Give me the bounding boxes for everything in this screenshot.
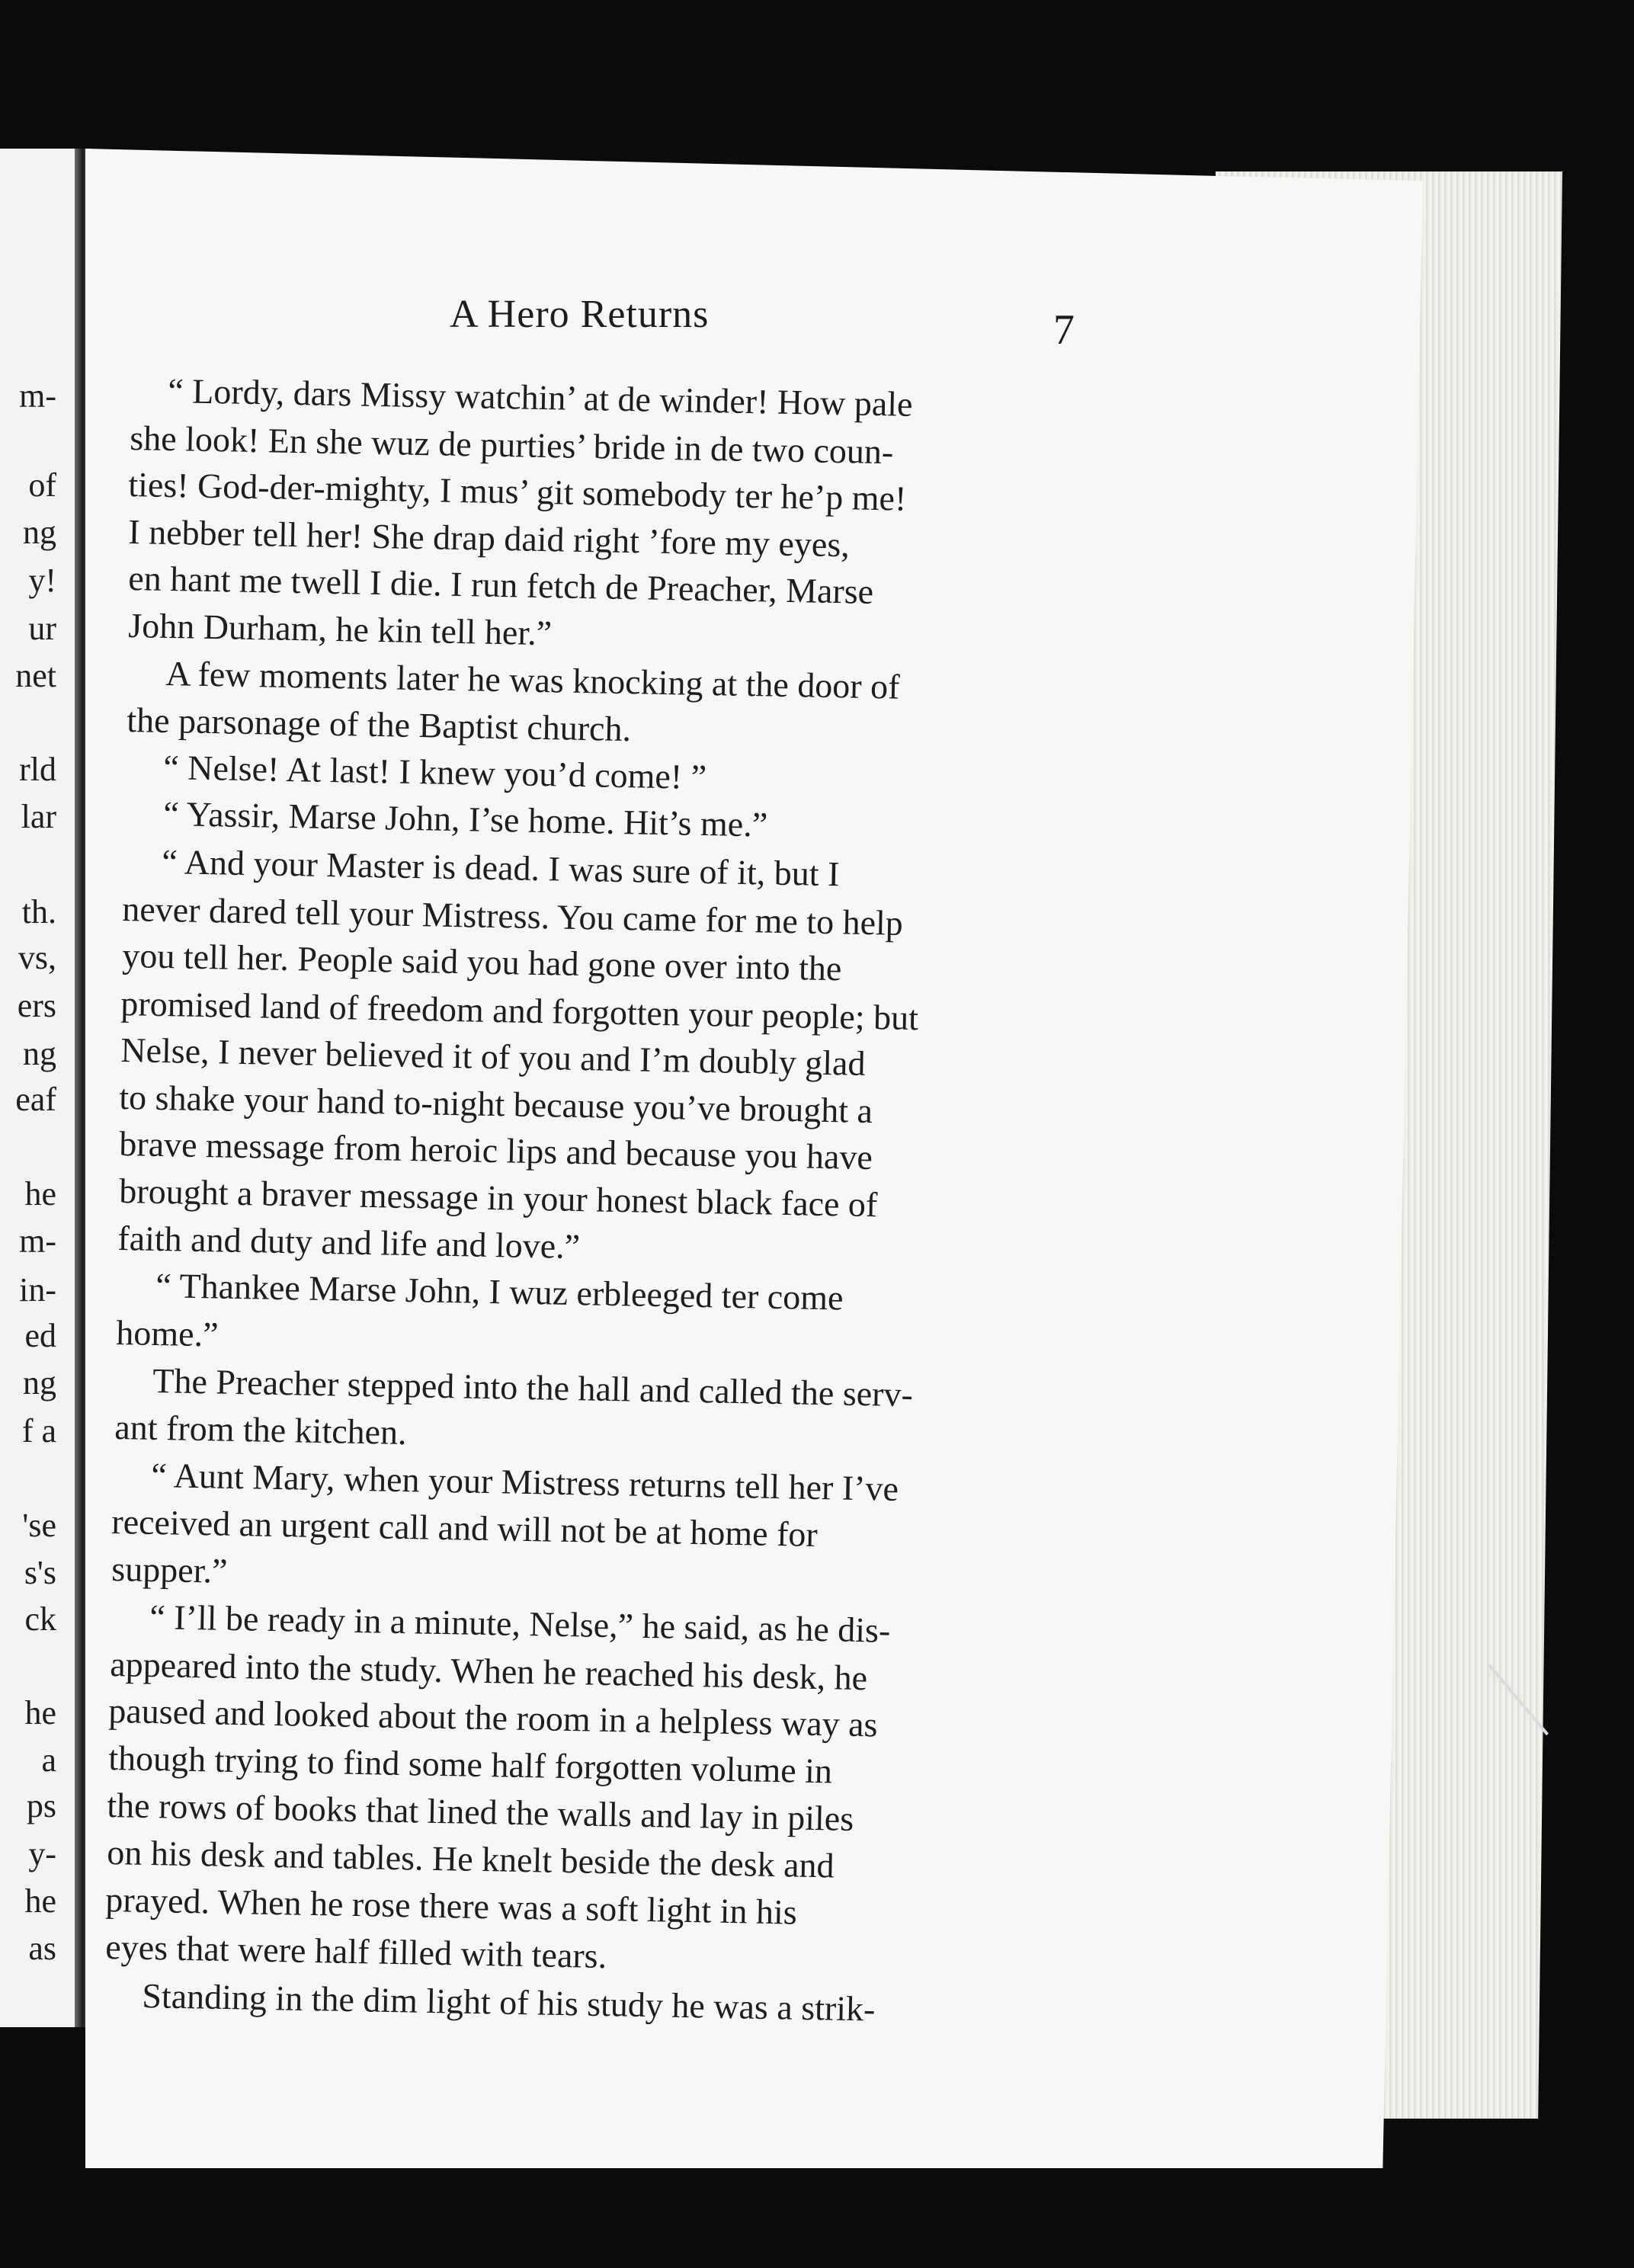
text-line: on his desk and tables. He knelt beside the desk and [106,1833,835,1885]
facing-page-fragment: ng [23,1035,56,1072]
text-line: “ And your Master is dead. I was sure of it, but I [161,842,840,894]
facing-page-fragment: s's [24,1554,56,1591]
facing-page-fragment: in- [19,1271,56,1309]
facing-page-fragment: m- [19,1222,56,1260]
text-line: appeared into the study. When he reached his desk, he [109,1645,868,1698]
facing-page-fragment: f a [21,1412,56,1450]
facing-page-fragment: m- [19,377,56,415]
facing-page-fragment: y- [28,1835,56,1872]
facing-page-fragment: as [28,1930,56,1967]
text-line: the parsonage of the Baptist church. [126,700,632,749]
facing-page-fragment: he [24,1694,56,1731]
text-line: “ Lordy, dars Missy watchin’ at de winder! How pale [167,371,913,424]
text-line: ties! God-der-mighty, I mus’ git somebody ter he’p me! [127,465,907,518]
text-line: paused and looked about the room in a helpless way as [107,1691,878,1744]
facing-page-fragment: ck [24,1600,56,1638]
text-line: “ Thankee Marse John, I wuz erbleeged ter come [155,1266,844,1318]
text-line: “ I’ll be ready in a minute, Nelse,” he said, as he dis- [149,1597,891,1650]
page-number: 7 [1053,306,1075,354]
facing-page-fragment: he [24,1175,56,1212]
facing-page-fragment: ed [24,1317,56,1354]
text-line: faith and duty and life and love.” [117,1219,581,1267]
text-line: brave message from heroic lips and because you have [118,1124,873,1177]
text-line: you tell her. People said you had gone over into the [121,936,842,988]
text-line: John Durham, he kin tell her.” [127,606,553,653]
text-line: The Preacher stepped into the hall and called the serv- [152,1361,914,1414]
facing-page-fragment: th. [21,893,56,931]
facing-page-fragment: of [28,466,56,504]
facing-page-fragment: ng [23,514,56,551]
text-line: to shake your hand to-night because you’ve brought a [118,1078,873,1131]
text-line: Nelse, I never believed it of you and I’m doubly glad [120,1030,866,1083]
text-line: supper.” [111,1549,228,1590]
facing-page-fragment: y! [28,562,56,599]
text-line: never dared tell your Mistress. You came for me to help [121,889,904,943]
text-line: I nebber tell her! She drap daid right ’fore my eyes, [127,512,851,565]
text-line: ant from the kitchen. [114,1408,408,1453]
text-line: “ Yassir, Marse John, I’se home. Hit’s me.” [162,794,768,844]
facing-page-fragment: net [15,657,56,694]
facing-page-fragment: eaf [15,1081,56,1118]
facing-page-fragment: rld [19,751,56,788]
text-line: she look! En she wuz de purties’ bride in de two coun- [129,418,894,472]
text-line: prayed. When he rose there was a soft light in his [104,1880,798,1932]
text-line: the rows of books that lined the walls and lay in piles [106,1786,854,1838]
text-line: A few moments later he was knocking at the door of [165,654,900,706]
text-line: received an urgent call and will not be at home for [111,1502,819,1554]
running-title: A Hero Returns [450,293,710,336]
text-line: en hant me twell I die. I run fetch de Preacher, Marse [127,559,874,611]
text-line: “ Nelse! At last! I knew you’d come! ” [162,748,707,797]
facing-page-fragment: lar [21,798,56,835]
facing-page-fragment: a [41,1741,56,1779]
facing-page-fragment: ur [28,610,56,647]
text-line: home.” [115,1313,219,1354]
facing-page-fragment: vs, [18,939,56,976]
facing-page-fragment: ers [17,987,56,1024]
facing-page-fragment: he [24,1882,56,1920]
text-line: eyes that were half filled with tears. [104,1927,607,1976]
text-line: promised land of freedom and forgotten your people; but [120,984,919,1038]
text-line: Standing in the dim light of his study he was a strik- [141,1976,876,2029]
text-line: though trying to find some half forgotten volume in [107,1738,833,1791]
text-line: “ Aunt Mary, when your Mistress returns tell her I’ve [150,1456,899,1508]
facing-page-fragment: ps [26,1787,56,1824]
facing-page-fragment: 'se [22,1507,56,1544]
text-line: brought a braver message in your honest black face of [118,1171,878,1225]
facing-page-fragment: ng [23,1364,56,1401]
